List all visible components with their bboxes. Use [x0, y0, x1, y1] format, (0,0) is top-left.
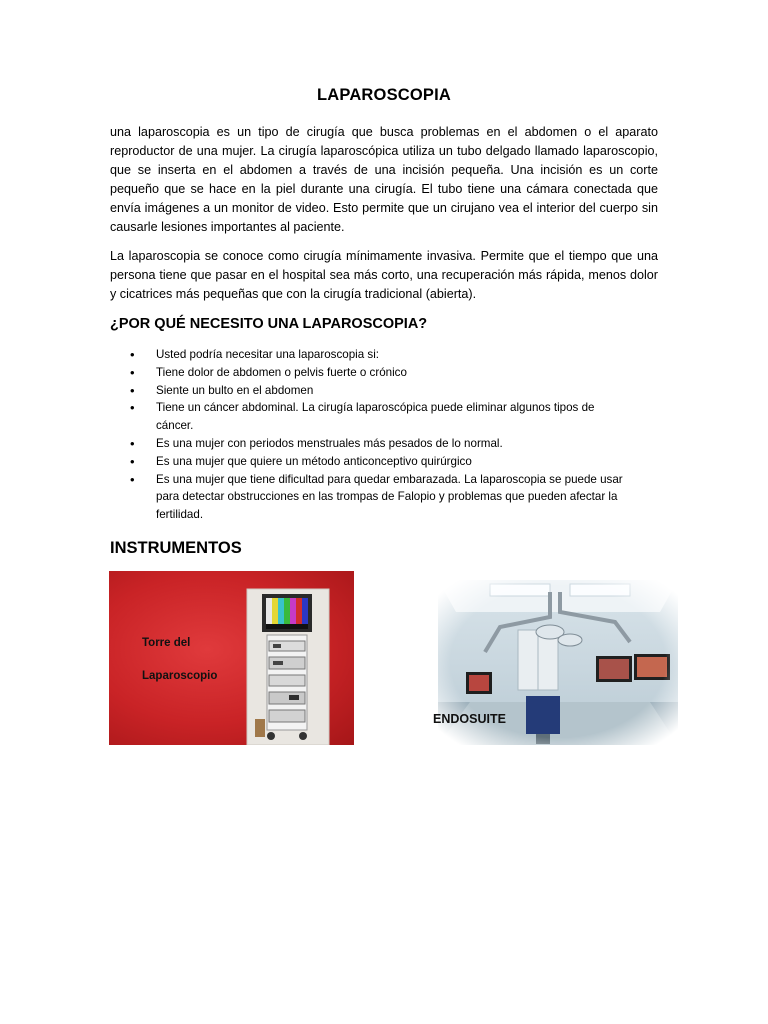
image-label-line1: Torre del	[142, 637, 191, 649]
list-item: • Usted podría necesitar una laparoscopia si:	[128, 346, 668, 364]
list-item: • Tiene dolor de abdomen o pelvis fuerte o crónico	[128, 364, 668, 382]
list-item: • Es una mujer que quiere un método anticonceptivo quirúrgico	[128, 453, 668, 471]
endosuite-image	[430, 572, 686, 752]
section-heading-why: ¿POR QUÉ NECESITO UNA LAPAROSCOPIA?	[110, 316, 428, 332]
image-label: ENDOSUITE	[433, 712, 506, 726]
paragraph-intro: una laparoscopia es un tipo de cirugía que busca problemas en el abdomen o el aparato reproductor de una mujer. La cirugía laparoscópica utiliza un tubo delgado llamado laparoscopio, que se inserta en el abdomen a través de una incisión pequeña. Una incisión es un corte pequeño que se hace en la piel durante una cirugía. El tubo tiene una cámara conectada que envía imágenes a un monitor de video. Esto permite que un cirujano vea el interior del cuerpo sin causarle lesiones importantes al paciente.	[110, 125, 658, 234]
laparoscope-tower-image	[109, 571, 354, 745]
list-item: • Siente un bulto en el abdomen	[128, 382, 668, 400]
reasons-list	[128, 346, 668, 524]
laparoscope-tower-illustration	[109, 571, 354, 745]
paragraph-benefits: La laparoscopia se conoce como cirugía mínimamente invasiva. Permite que el tiempo que una persona tiene que pasar en el hospital sea más corto, una recuperación más rápida, menos dolor y cicatrices más pequeñas que con la cirugía tradicional (abierta).	[110, 249, 658, 301]
image-label-line2: Laparoscopio	[142, 670, 218, 682]
list-item: • Es una mujer con periodos menstruales más pesados de lo normal.	[128, 435, 668, 453]
page-title: LAPAROSCOPIA	[316, 86, 452, 104]
list-item: • Es una mujer que tiene dificultad para quedar embarazada. La laparoscopia se puede usar para detectar obstrucciones en las trompas de Falopio y problemas que pueden afectar la fertilidad.	[128, 471, 644, 524]
section-heading-instruments: INSTRUMENTOS	[110, 539, 242, 557]
list-item: • Tiene un cáncer abdominal. La cirugía laparoscópica puede eliminar algunos tipos de cáncer.	[128, 399, 628, 435]
